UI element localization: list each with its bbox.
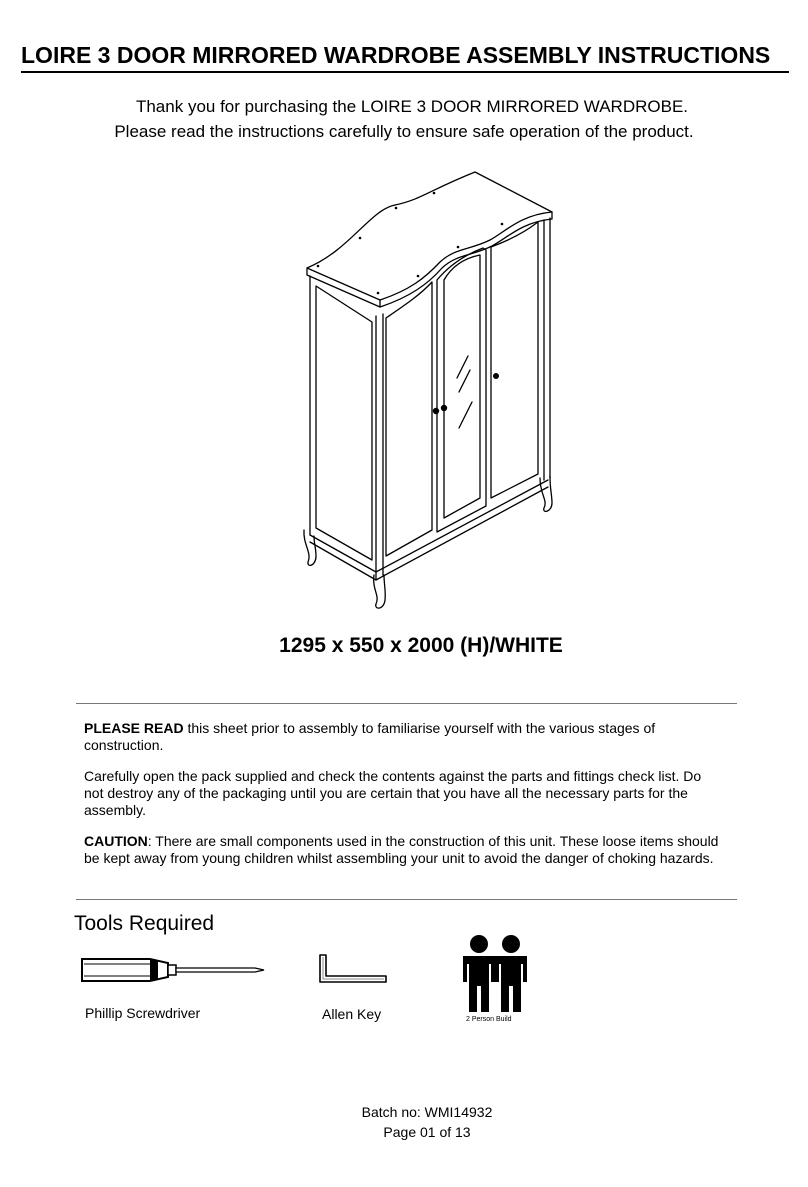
page-number: Page 01 of 13 [383, 1124, 471, 1140]
section-divider [76, 703, 737, 704]
two-person-icon [458, 934, 532, 1016]
screwdriver-icon [80, 955, 266, 985]
caution-text: : There are small components used in the construction of this unit. These loose items should be kept away from young children whilst assembling your unit to avoid the danger of choking hazards. [84, 833, 719, 866]
check-contents-note: Carefully open the pack supplied and check the contents against the parts and fittings check list. Do not destroy any of the packaging until you are certain that you have all the necessary parts for the assembly. [84, 768, 702, 818]
intro-please-read: Please read the instructions carefully to ensure safe operation of the product. [114, 122, 694, 141]
tool-label-screwdriver: Phillip Screwdriver [85, 1005, 201, 1021]
please-read-note [84, 720, 724, 754]
section-divider [76, 899, 737, 900]
please-read-label: PLEASE READ [84, 720, 184, 736]
tool-label-two-person: 2 Person Build [466, 1016, 512, 1023]
caution-label: CAUTION [84, 833, 148, 849]
wardrobe-illustration [290, 165, 570, 615]
allen-key-icon [316, 952, 390, 986]
title-divider [21, 71, 789, 73]
tools-heading: Tools Required [74, 912, 215, 935]
tool-label-allen-key: Allen Key [322, 1006, 382, 1022]
intro-thanks: Thank you for purchasing the LOIRE 3 DOOR MIRRORED WARDROBE. [135, 97, 689, 116]
page-title: LOIRE 3 DOOR MIRRORED WARDROBE ASSEMBLY INSTRUCTIONS [21, 42, 771, 68]
caution-note [84, 833, 724, 867]
please-read-text: this sheet prior to assembly to familiarise yourself with the various stages of construction. [84, 720, 656, 753]
product-dimensions: 1295 x 550 x 2000 (H)/WHITE [279, 634, 563, 657]
batch-number: Batch no: WMI14932 [361, 1104, 493, 1120]
